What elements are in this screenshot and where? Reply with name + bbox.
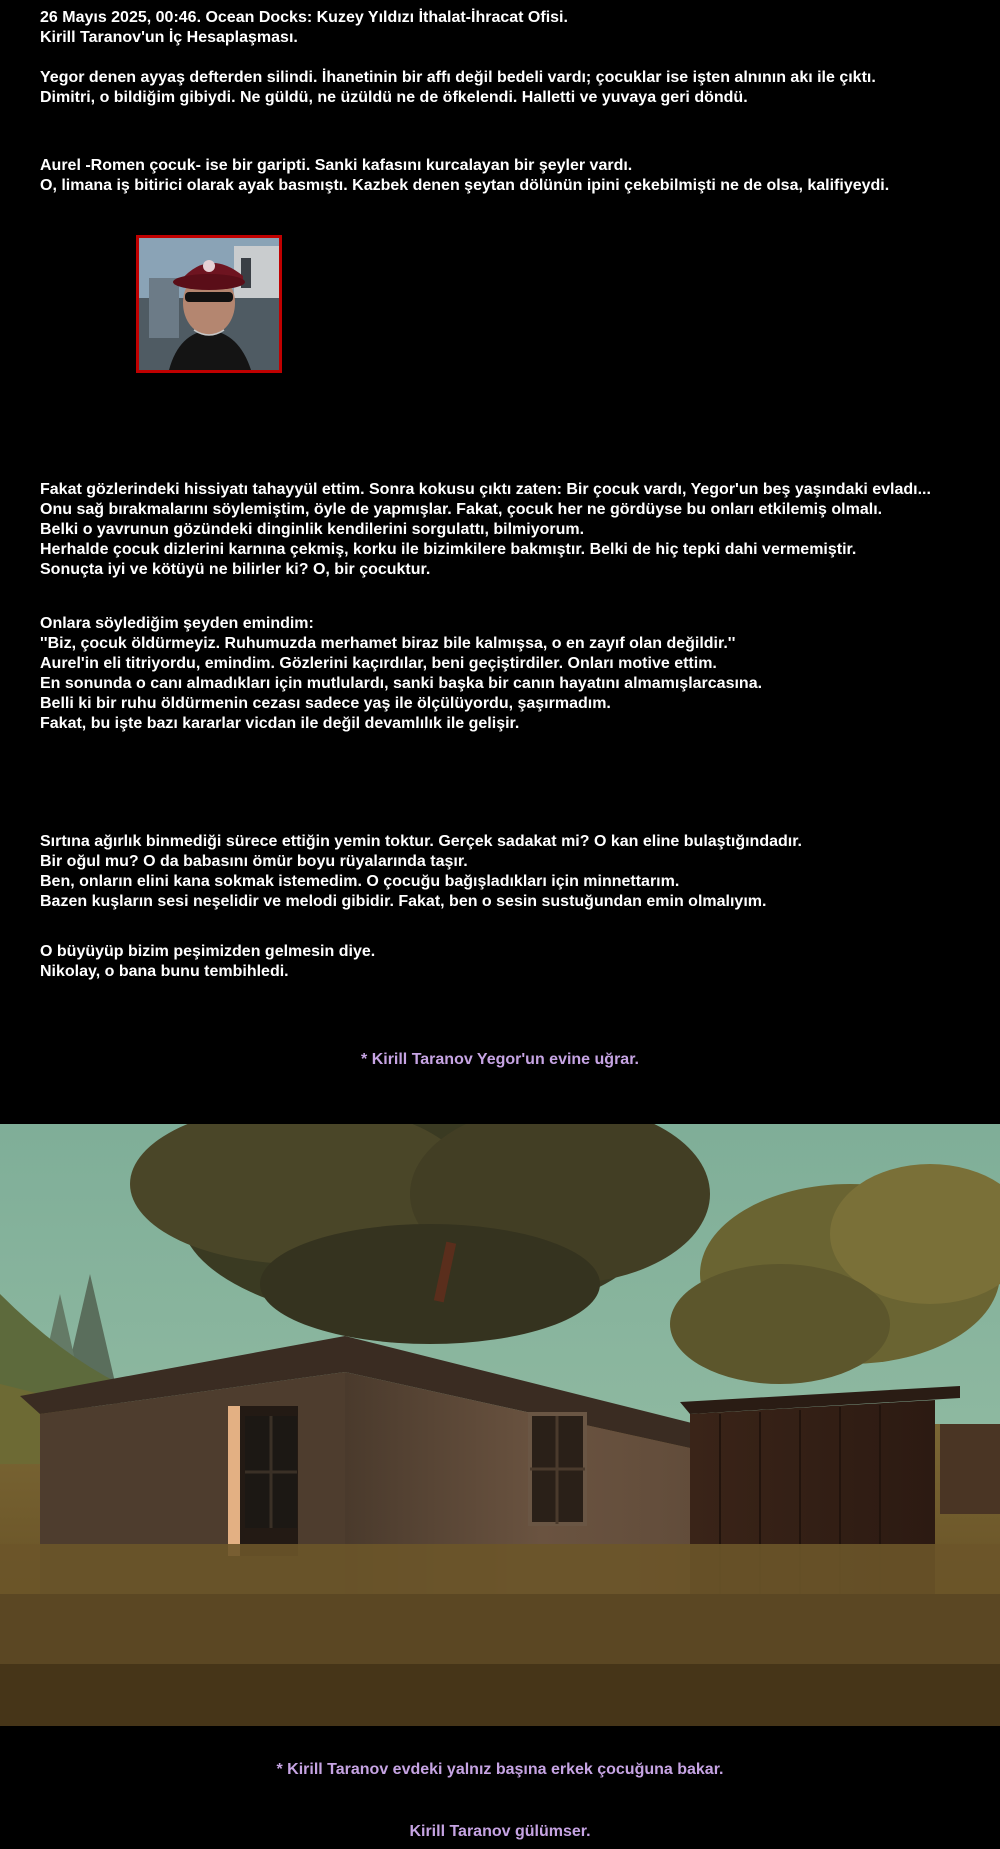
paragraph-line: Sırtına ağırlık binmediği sürece ettiğin yemin toktur. Gerçek sadakat mi? O kan eline bulaştığındadır. — [40, 833, 802, 850]
house-scene-image — [0, 1124, 1000, 1726]
paragraph-3 — [40, 480, 980, 580]
paragraph-line: Nikolay, o bana bunu tembihledi. — [40, 963, 289, 980]
paragraph-line: Yegor denen ayyaş defterden silindi. İhanetinin bir affı değil bedeli vardı; çocuklar ise işten alnının akı ile çıktı. — [40, 69, 876, 86]
paragraph-line: Bazen kuşların sesi neşelidir ve melodi gibidir. Fakat, ben o sesin sustuğundan emin olmalıyım. — [40, 893, 767, 910]
header-block — [40, 8, 980, 48]
paragraph-line: Sonuçta iyi ve kötüyü ne bilirler ki? O, bir çocuktur. — [40, 561, 431, 578]
paragraph-line: Bir oğul mu? O da babasını ömür boyu rüyalarında taşır. — [40, 853, 468, 870]
action-text-panel — [0, 1726, 1000, 1849]
paragraph-line: Herhalde çocuk dizlerini karnına çekmiş, korku ile bizimkilere bakmıştır. Belki de hiç tepki dahi vermemiştir. — [40, 541, 857, 558]
paragraph-line: Onlara söylediğim şeyden emindim: — [40, 615, 314, 632]
paragraph-5 — [40, 832, 980, 912]
paragraph-line: O büyüyüp bizim peşimizden gelmesin diye. — [40, 943, 376, 960]
paragraph-1 — [40, 68, 980, 108]
paragraph-2 — [40, 156, 980, 196]
action-text-smile: Kirill Taranov gülümser. — [409, 1823, 591, 1840]
header-title: Kirill Taranov'un İç Hesaplaşması. — [40, 29, 298, 46]
paragraph-line: Fakat, bu işte bazı kararlar vicdan ile değil devamlılık ile gelişir. — [40, 715, 520, 732]
paragraph-line: Aurel'in eli titriyordu, emindim. Gözlerini kaçırdılar, beni geçiştirdiler. Onları motive ettim. — [40, 655, 717, 672]
paragraph-line: Ben, onların elini kana sokmak istemedim. O çocuğu bağışladıkları için minnettarım. — [40, 873, 680, 890]
paragraph-line: Aurel -Romen çocuk- ise bir garipti. Sanki kafasını kurcalayan bir şeyler vardı. — [40, 157, 633, 174]
paragraph-line: ''Biz, çocuk öldürmeyiz. Ruhumuzda merhamet biraz bile kalmışsa, o en zayıf olan değildir.'' — [40, 635, 736, 652]
paragraph-line: Dimitri, o bildiğim gibiydi. Ne güldü, ne üzüldü ne de öfkelendi. Halletti ve yuvaya geri döndü. — [40, 89, 748, 106]
paragraph-4 — [40, 614, 980, 734]
action-text-visit: * Kirill Taranov Yegor'un evine uğrar. — [361, 1051, 639, 1068]
paragraph-6 — [40, 942, 980, 982]
paragraph-line: En sonunda o canı almadıkları için mutlulardı, sanki başka bir canın hayatını almamışlarcasına. — [40, 675, 763, 692]
action-text-look: * Kirill Taranov evdeki yalnız başına erkek çocuğuna bakar. — [276, 1761, 724, 1778]
paragraph-line: Onu sağ bırakmalarını söylemiştim, öyle de yapmışlar. Fakat, çocuk her ne gördüyse bu onları etkilemiş olmalı. — [40, 501, 883, 518]
portrait-image — [139, 238, 279, 370]
character-portrait — [136, 235, 282, 373]
paragraph-line: O, limana iş bitirici olarak ayak basmıştı. Kazbek denen şeytan dölünün ipini çekebilmişti ne de olsa, kalifiyeydi. — [40, 177, 890, 194]
paragraph-line: Fakat gözlerindeki hissiyatı tahayyül ettim. Sonra kokusu çıktı zaten: Bir çocuk vardı, Yegor'un beş yaşındaki evladı... — [40, 481, 931, 498]
paragraph-line: Belki o yavrunun gözündeki dinginlik kendilerini sorgulattı, bilmiyorum. — [40, 521, 585, 538]
header-date-location: 26 Mayıs 2025, 00:46. Ocean Docks: Kuzey Yıldızı İthalat-İhracat Ofisi. — [40, 9, 568, 26]
game-scene-house — [0, 1124, 1000, 1726]
paragraph-line: Belli ki bir ruhu öldürmenin cezası sadece yaş ile ölçülüyordu, şaşırmadım. — [40, 695, 611, 712]
